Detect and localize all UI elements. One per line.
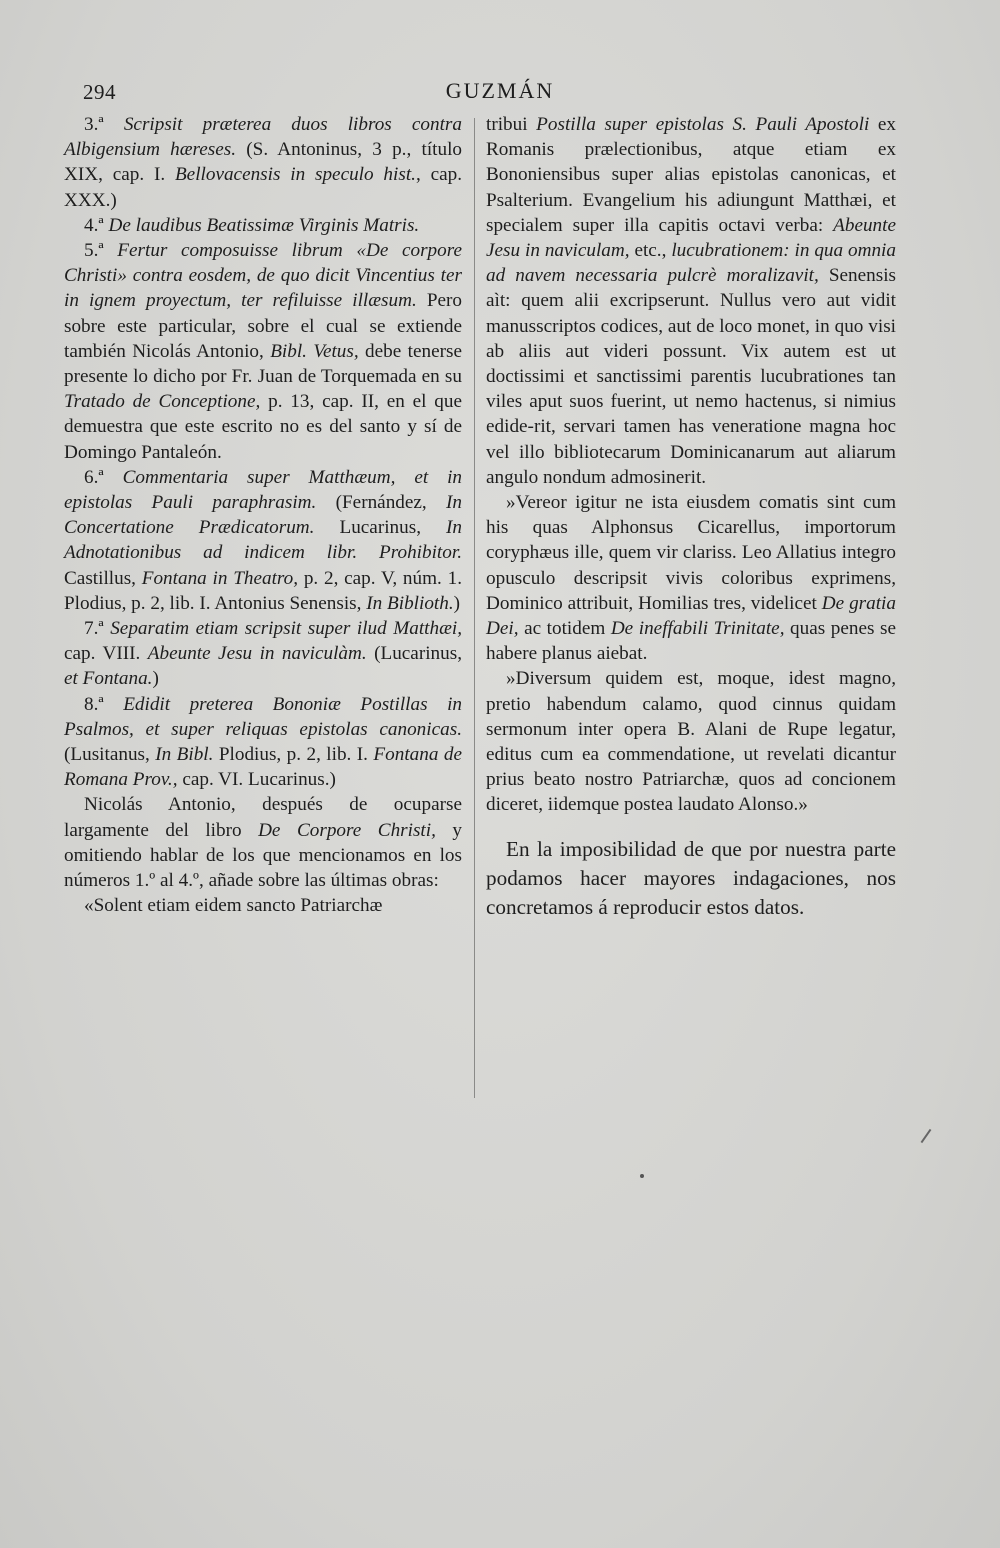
list-item-7: 7.ª Separatim etiam scripsit super ilud Matthæi, cap. VIII. Abeunte Jesu in naviculàm. (Lucarinus, et Fontana.): [64, 618, 462, 690]
ink-speck: [640, 1174, 644, 1178]
quotation-paragraph-final: »Diversum quidem est, moque, idest magno, pretio habendum calamo, quod cinnus quidam sermonum inter opera B. Alani de Rupe legatur, editus cum ea commendatione, ut revelati dicantur prius beato nostro Patriarchæ, quos ad concionem diceret, iidemque postea laudato Alonso.»: [486, 668, 896, 816]
left-column: [64, 112, 462, 919]
list-item-8: 8.ª Edidit preterea Bononiæ Postillas in Psalmos, et super reliquas epistolas canonicas. (Lusitanus, In Bibl. Plodius, p. 2, lib. I. Fontana de Romana Prov., cap. VI. Lucarinus.): [64, 693, 462, 791]
page-number: 294: [83, 80, 116, 104]
pencil-mark: [921, 1129, 932, 1143]
list-item-3: 3.ª Scripsit præterea duos libros contra Albigensium hæreses. (S. Antoninus, 3 p., título XIX, cap. I. Bellovacensis in speculo hist., cap. XXX.): [64, 114, 462, 211]
body-paragraph: Nicolás Antonio, después de ocuparse largamente del libro De Corpore Christi, y omitiendo hablar de los que mencionamos en los números 1.º al 4.º, añade sobre las últimas obras:: [64, 794, 463, 892]
closing-paragraph: En la imposibilidad de que por nuestra parte podamos hacer mayores indagaciones, nos concretamos á reproducir estos datos.: [486, 836, 896, 919]
quotation-paragraph: »Vereor igitur ne ista eiusdem comatis sint cum his quas Alphonsus Cicarellus, importorum coryphæus ille, quem vir clariss. Leo Allatius integro opusculo descripsit vivis coloribus exprimens, Dominico attribuit, Homilias tres, videlicet De gratia Dei, ac totidem De ineffabili Trinitate, quas penes se habere planus aiebat.: [486, 492, 896, 665]
quotation-continued: tribui Postilla super epistolas S. Pauli Apostoli ex Romanis prælectionibus, atque etiam ex Bononiensibus super alias epistolas canonicas, et Psalterium. Evangelium his adiungunt Matthæi, et specialem super illa capitis octavi verba: Abeunte Jesu in naviculam, etc., lucubrationem: in qua omnia ad navem necessaria pulcrè moralizavit, Senensis aìt: quem alii excripserunt. Nullus vero aut vidit manusscriptos codices, aut de loco monet, in quo visi ab aliis aut videri possunt. Vix autem est ut doctissimi et sanctissimi parentis lucubrationes tan viles aput suos fuerint, ut nemo hactenus, si nimius edide-rit, servari tamen has veneratione magna hoc vel illo bibliotecarum Dominicanarum aut aliarum angulo nondum admosinerit.: [486, 114, 896, 488]
column-divider: [474, 118, 475, 1098]
list-item-6: 6.ª Commentaria super Matthæum, et in epistolas Pauli paraphrasim. (Fernández, In Concertatione Prædicatorum. Lucarinus, In Adnotationibus ad indicem libr. Prohibitor. Castillus, Fontana in Theatro, p. 2, cap. V, núm. 1. Plodius, p. 2, lib. I. Antonius Senensis, In Biblioth.): [64, 466, 462, 614]
right-column: [486, 112, 896, 922]
list-item-4: 4.ª De laudibus Beatissimæ Virginis Matris.: [84, 214, 420, 236]
running-head: GUZMÁN: [445, 78, 555, 103]
list-item-5: 5.ª Fertur composuisse librum «De corpore Christi» contra eosdem, de quo dicit Vincentius ter in ignem proyectum, ter refiluisse illæsum. Pero sobre este particular, sobre el cual se extiende también Nicolás Antonio, Bibl. Vetus, debe tenerse presente lo dicho por Fr. Juan de Torquemada en su Tratado de Conceptione, p. 13, cap. II, en el que demuestra que este escrito no es del santo y sí de Domingo Pantaleón.: [64, 240, 463, 463]
quotation-start: «Solent etiam eidem sancto Patriarchæ: [84, 895, 383, 917]
